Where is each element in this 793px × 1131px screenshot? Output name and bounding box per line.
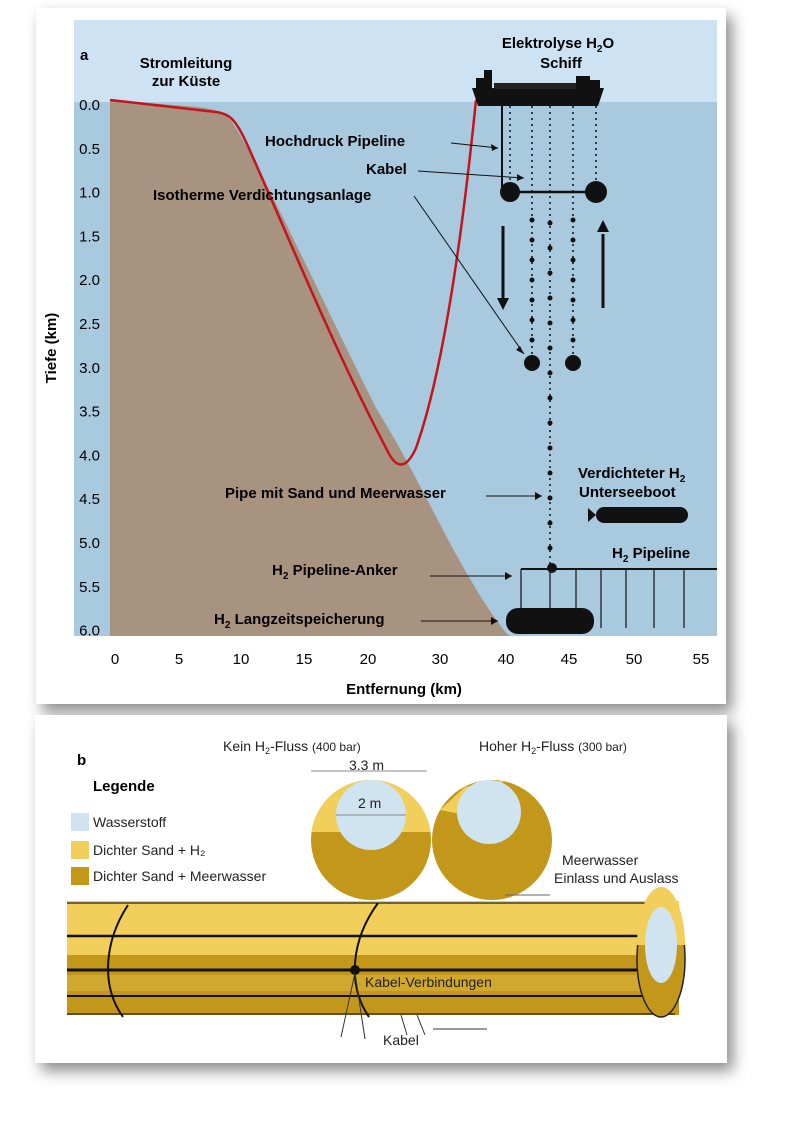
isotherme-label: Isotherme Verdichtungsanlage (153, 187, 372, 204)
compressor-deep-right (565, 355, 581, 371)
kabel-label: Kabel (366, 161, 407, 178)
x-tick-label: 5 (174, 651, 184, 668)
x-axis-label: Entfernung (km) (346, 681, 462, 698)
uboot-label-2: Unterseeboot (579, 484, 676, 501)
panel-b (35, 715, 727, 1063)
x-tick-label: 50 (625, 651, 643, 668)
hochdruck-label: Hochdruck Pipeline (265, 133, 406, 150)
y-tick-label: 4.5 (79, 491, 100, 509)
pipe-sand-label: Pipe mit Sand und Meerwasser (225, 485, 446, 502)
kabel-label: Kabel (383, 1032, 419, 1048)
elektrolyse-label-1: Elektrolyse $H_2O$ (501, 35, 615, 55)
panel-a (36, 8, 726, 704)
y-tick-label: 3.5 (79, 403, 100, 421)
legend-label-sand-meerwasser: Dichter Sand + Meerwasser (93, 868, 267, 884)
y-tick-label: 6.0 (79, 622, 100, 640)
y-tick-label: 5.0 (79, 535, 100, 552)
circle-right-title: Hoher $H_2$-Fluss (300 bar) (479, 738, 627, 756)
x-tick-label: 20 (359, 651, 377, 668)
h2-submarine (588, 507, 688, 523)
panel-a-letter: a (80, 47, 89, 64)
compressor-deep-left (524, 355, 540, 371)
outer-diameter-label: 3.3 m (349, 757, 385, 773)
x-tick-label: 40 (497, 651, 515, 668)
x-axis-ticks (111, 651, 710, 668)
y-tick-label: 2.5 (79, 316, 100, 333)
x-tick-label: 30 (431, 651, 449, 668)
cross-section-high-flow (432, 780, 552, 900)
compressor-right (585, 181, 607, 203)
x-tick-label: 15 (295, 651, 313, 668)
legend-label-wasserstoff: Wasserstoff (93, 814, 167, 830)
stromleitung-label-2: zur Küste (151, 73, 221, 90)
x-tick-label: 45 (560, 651, 578, 668)
x-tick-label: 0 (110, 651, 120, 668)
y-axis-label: Tiefe (km) (43, 312, 60, 384)
uboot-label-1: Verdichteter $H_2$ (578, 465, 686, 485)
y-tick-label: 1.0 (79, 184, 100, 202)
panel-b-letter: b (77, 752, 87, 769)
meerwasser-label-2: Einlass und Auslass (554, 870, 679, 886)
anchor-point (547, 563, 557, 573)
legend-label-sand-h2: Dichter Sand + H₂ (93, 842, 206, 858)
y-tick-label: 5.5 (79, 578, 100, 596)
inner-diameter-label: 2 m (358, 795, 382, 811)
circle-left-title: Kein $H_2$-Fluss (400 bar) (223, 738, 361, 756)
kabel-verbindungen-label: Kabel-Verbindungen (365, 974, 492, 990)
y-tick-label: 3.0 (79, 359, 100, 377)
x-tick-label: 10 (232, 651, 250, 668)
panel-b-diagram (35, 715, 727, 1063)
compressor-left (500, 182, 520, 202)
y-tick-label: 0.0 (79, 97, 100, 114)
long-pipe (67, 887, 685, 1017)
x-tick-label: 55 (692, 651, 710, 668)
legend-swatch-sand-h2 (71, 841, 89, 859)
stromleitung-label-1: Stromleitung (139, 55, 233, 72)
anker-label: $H_2$ Pipeline-Anker (272, 562, 398, 582)
elektrolyse-label-2: Schiff (540, 55, 582, 72)
meerwasser-label-1: Meerwasser (562, 852, 639, 868)
h2-pipeline-label: $H_2$ Pipeline (612, 545, 691, 565)
y-tick-label: 2.0 (79, 272, 100, 290)
y-tick-label: 0.5 (79, 140, 100, 158)
speicher-label: $H_2$ Langzeitspeicherung (214, 611, 385, 631)
y-tick-label: 1.5 (79, 228, 100, 246)
legend-title: Legende (93, 778, 155, 795)
panel-a-diagram (36, 8, 726, 704)
legend-swatch-wasserstoff (71, 813, 89, 831)
legend-swatch-sand-meerwasser (71, 867, 89, 885)
storage-tank (506, 608, 594, 634)
y-tick-label: 4.0 (79, 447, 100, 465)
cross-section-no-flow (305, 775, 437, 900)
